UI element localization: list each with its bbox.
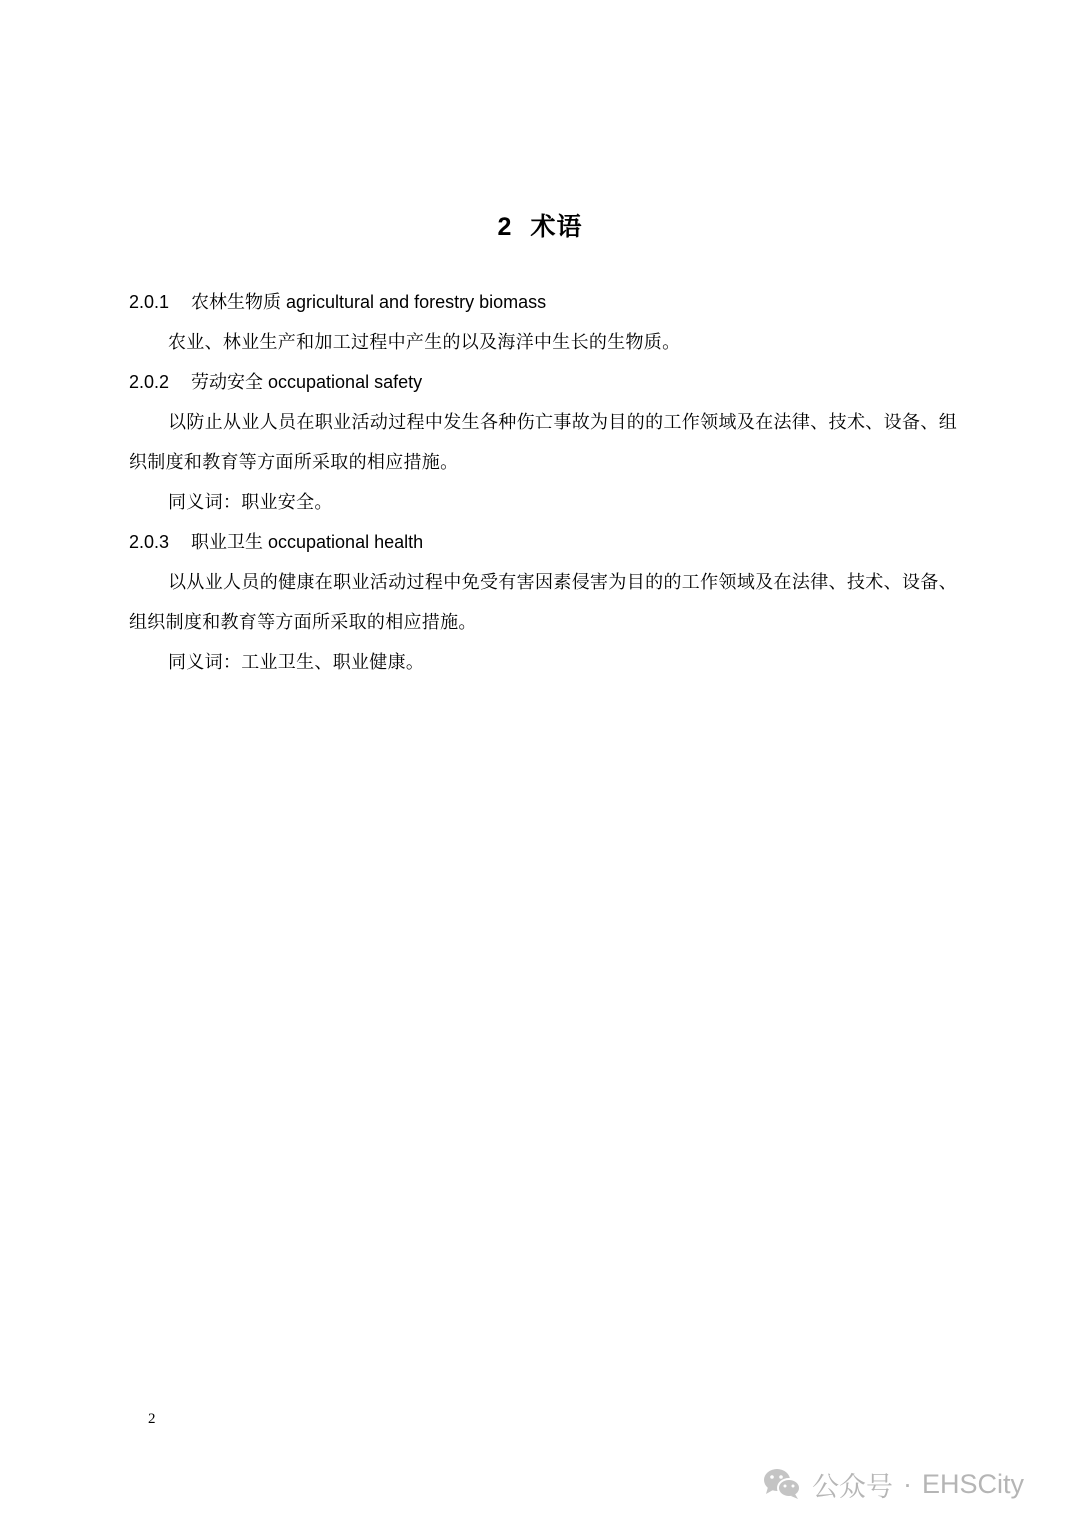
chapter-title xyxy=(0,207,1080,243)
page-number: 2 xyxy=(148,1411,156,1427)
term-definition: 农业、林业生产和加工过程中产生的以及海洋中生长的生物质。 xyxy=(168,332,681,352)
term-heading-2-0-3 xyxy=(129,530,423,554)
term-definition: 以从业人员的健康在职业活动过程中免受有害因素侵害为目的的工作领域及在法律、技术、设备、组织制度和教育等方面所采取的相应措施。 xyxy=(129,572,957,632)
watermark-account: EHSCity xyxy=(922,1468,1025,1499)
term-heading-2-0-2 xyxy=(129,370,422,394)
term-number: 2.0.3 xyxy=(129,532,170,552)
chapter-title-text: 术语 xyxy=(530,213,583,241)
term-number: 2.0.2 xyxy=(129,372,170,392)
watermark-separator: · xyxy=(903,1468,912,1499)
term-definition: 以防止从业人员在职业活动过程中发生各种伤亡事故为目的的工作领域及在法律、技术、设备、组织制度和教育等方面所采取的相应措施。 xyxy=(129,412,957,472)
term-number: 2.0.1 xyxy=(129,292,170,312)
term-name: 农林生物质 agricultural and forestry biomass xyxy=(191,292,547,312)
term-name: 职业卫生 occupational health xyxy=(191,532,424,552)
chapter-number: 2 xyxy=(497,213,513,241)
term-synonym: 同义词：工业卫生、职业健康。 xyxy=(168,652,425,672)
term-heading-2-0-1 xyxy=(129,290,546,314)
watermark xyxy=(762,1466,1024,1502)
term-synonym: 同义词：职业安全。 xyxy=(168,492,333,512)
wechat-icon xyxy=(762,1467,802,1501)
watermark-label: 公众号 xyxy=(812,1471,893,1502)
term-name: 劳动安全 occupational safety xyxy=(191,372,423,392)
